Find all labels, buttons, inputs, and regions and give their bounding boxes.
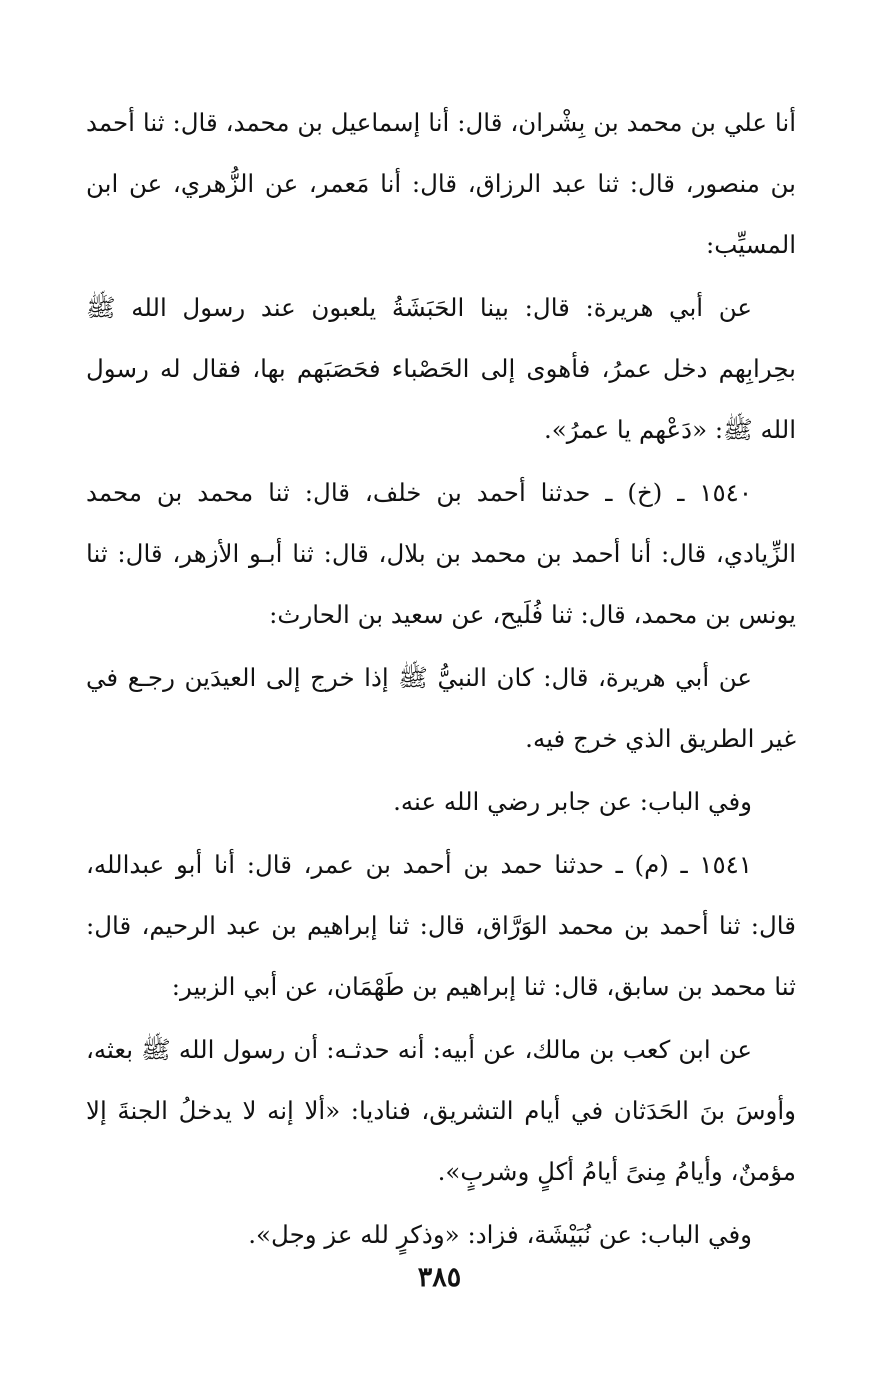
page-number: ٣٨٥	[417, 1262, 462, 1293]
paragraph-matn-1541: عن ابن كعب بن مالك، عن أبيه: أنه حدثـه: أن رسول الله ﷺ بعثه، وأوسَ بنَ الحَدَثان في أيام التشريق، فناديا: «ألا إنه لا يدخلُ الجنةَ إلا مؤمنٌ، وأيامُ مِنىً أيامُ أكلٍ وشربٍ».	[86, 1035, 796, 1186]
paragraph-bab-1541: وفي الباب: عن نُبَيْشَة، فزاد: «وذكرٍ لله عز وجل».	[248, 1220, 752, 1249]
paragraph-matn-1540: عن أبي هريرة، قال: كان النبيُّ ﷺ إذا خرج إلى العيدَين رجـع في غير الطريق الذي خرج فيه.	[86, 663, 796, 753]
paragraph-isnad-1539: أنا علي بن محمد بن بِشْران، قال: أنا إسماعيل بن محمد، قال: ثنا أحمد بن منصور، قال: ثنا عبد الرزاق، قال: أنا مَعمر، عن الزُّهري، عن ابن المسيِّب:	[86, 108, 796, 259]
paragraph-matn-1539: عن أبي هريرة: قال: بينا الحَبَشَةُ يلعبون عند رسول الله ﷺ بحِرابِهم دخل عمرُ، فأهوى إلى الحَصْباء فحَصَبَهم بها، فقال له رسول الله ﷺ: «دَعْهم يا عمرُ».	[86, 293, 796, 444]
paragraph-isnad-1540: ١٥٤٠ ـ (خ) ـ حدثنا أحمد بن خلف، قال: ثنا محمد بن محمد الزِّيادي، قال: أنا أحمد بن محمد بن بلال، قال: ثنا أبـو الأزهر، قال: ثنا يونس بن محمد، قال: ثنا فُلَيح، عن سعيد بن الحارث:	[86, 478, 796, 629]
paragraph-bab-1540: وفي الباب: عن جابر رضي الله عنه.	[393, 787, 752, 816]
main-text	[86, 92, 796, 1265]
paragraph-isnad-1541: ١٥٤١ ـ (م) ـ حدثنا حمد بن أحمد بن عمر، قال: أنا أبو عبدالله، قال: ثنا أحمد بن محمد الوَرَّاق، قال: ثنا إبراهيم بن عبد الرحيم، قال: ثنا محمد بن سابق، قال: ثنا إبراهيم بن طَهْمَان، عن أبي الزبير:	[86, 850, 796, 1001]
